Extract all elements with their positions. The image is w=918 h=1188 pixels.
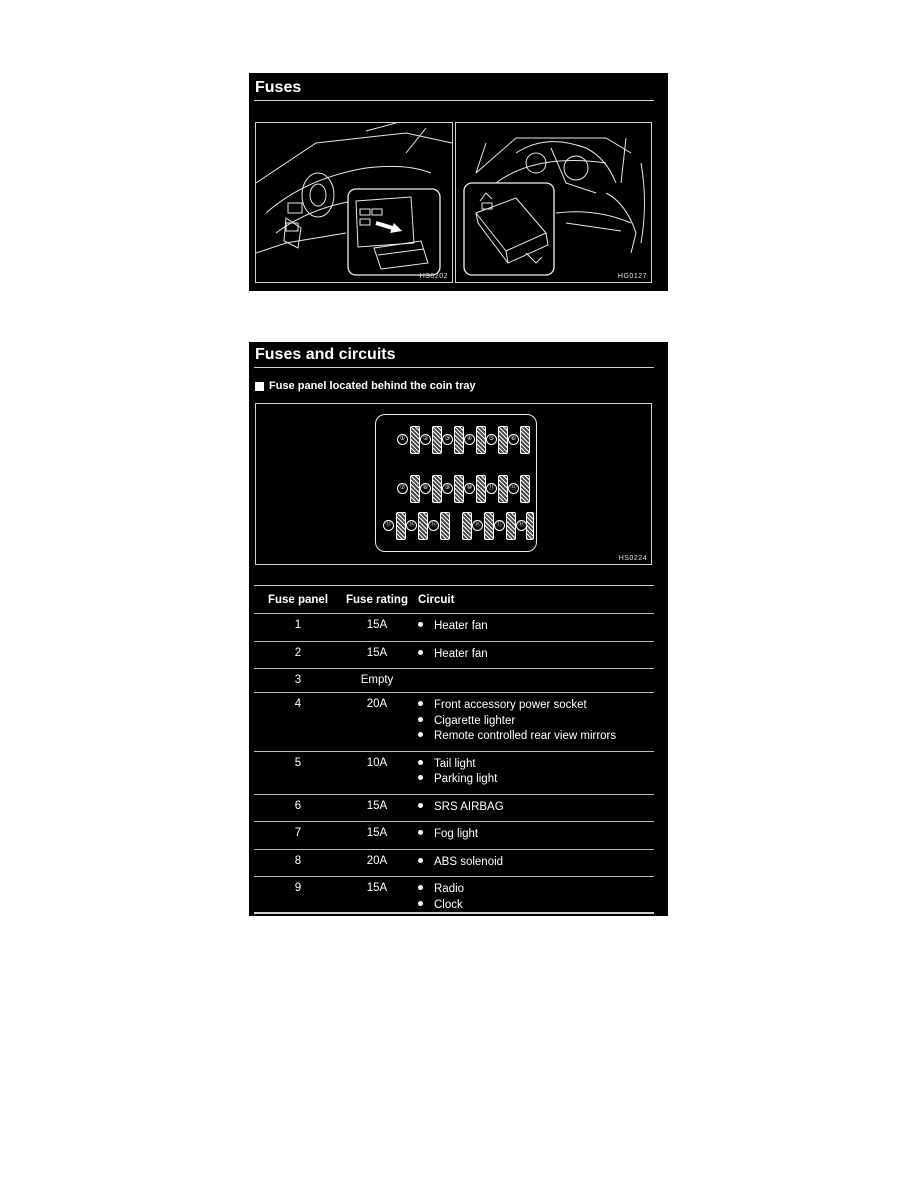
fuse-rating: Empty — [342, 669, 412, 693]
circuit-name: ABS solenoid — [434, 855, 504, 868]
table-row — [254, 822, 654, 850]
fuse-number: ② — [420, 434, 431, 445]
table-row — [254, 794, 654, 822]
fuse-number: ⑫ — [508, 483, 519, 494]
fuse-slot — [410, 426, 420, 454]
fuse-number: ⑰ — [494, 520, 505, 531]
header-fuse-rating: Fuse rating — [346, 593, 408, 606]
bullet-icon — [418, 622, 423, 627]
circuits-title-rule — [254, 367, 654, 368]
circuit-list — [412, 641, 654, 669]
circuit-item — [418, 619, 654, 635]
circuit-name: SRS AIRBAG — [434, 800, 504, 813]
fuse-number: ⑦ — [397, 483, 408, 494]
fuse-panel-number: 3 — [254, 669, 342, 693]
fuse-number: ⑥ — [508, 434, 519, 445]
fuse-number: ⑪ — [486, 483, 497, 494]
bullet-icon — [418, 803, 423, 808]
bullet-icon — [418, 885, 423, 890]
circuit-name: Tail light — [434, 757, 476, 770]
fuse-number: ⑱ — [516, 520, 527, 531]
bullet-icon — [418, 830, 423, 835]
table-row — [254, 849, 654, 877]
fuse-slot — [432, 426, 442, 454]
circuit-name: Heater fan — [434, 647, 488, 660]
fuse-rating: 15A — [342, 822, 412, 850]
bullet-icon — [418, 701, 423, 706]
fuse-panel-number: 2 — [254, 641, 342, 669]
circuit-list — [412, 794, 654, 822]
fuse-slot — [498, 475, 508, 503]
circuits-title: Fuses and circuits — [255, 346, 396, 363]
circuit-item — [418, 882, 654, 898]
circuit-name: Heater fan — [434, 620, 488, 632]
fuse-panel-number: 7 — [254, 822, 342, 850]
engine-bay-fuse-box-illustration-icon — [456, 123, 651, 282]
circuit-item — [418, 729, 654, 745]
fuse-number: ① — [397, 434, 408, 445]
dashboard-coin-tray-illustration-icon — [256, 123, 452, 282]
circuit-item — [418, 772, 654, 788]
bullet-icon — [418, 775, 423, 780]
dashboard-illustration-code: HS0202 — [419, 273, 448, 280]
circuit-name: Clock — [434, 898, 463, 911]
circuit-name: Fog light — [434, 828, 479, 840]
fuse-panel-subheading — [255, 380, 476, 392]
bullet-icon — [418, 732, 423, 737]
circuit-name: Radio — [434, 883, 465, 895]
fuse-rating: 15A — [342, 641, 412, 669]
bullet-icon — [418, 650, 423, 655]
circuit-list — [412, 669, 654, 693]
fuse-panel-number: 9 — [254, 877, 342, 920]
fuse-number: ⑤ — [486, 434, 497, 445]
header-fuse-panel: Fuse panel — [267, 593, 329, 606]
fuse-rating: 20A — [342, 849, 412, 877]
fuse-slot — [454, 475, 464, 503]
bullet-icon — [418, 858, 423, 863]
circuit-item — [418, 855, 654, 871]
fuse-number: ⑭ — [406, 520, 417, 531]
circuit-item — [418, 647, 654, 663]
bullet-icon — [418, 901, 423, 906]
fuse-panel-number: 1 — [254, 614, 342, 642]
fuse-panel-number: 5 — [254, 751, 342, 794]
fuse-number: ⑮ — [428, 520, 439, 531]
circuit-item — [418, 714, 654, 730]
fuse-slot — [526, 512, 534, 540]
fuse-panel-number: 8 — [254, 849, 342, 877]
fuse-number: ⑯ — [472, 520, 483, 531]
fuse-slot — [520, 475, 530, 503]
table-row — [254, 669, 654, 693]
bullet-icon — [418, 717, 423, 722]
circuit-list — [412, 849, 654, 877]
fuse-number: ⑨ — [442, 483, 453, 494]
fuse-rating: 15A — [342, 877, 412, 920]
fuse-rating: 15A — [342, 794, 412, 822]
fuse-panel-subheading-text: Fuse panel located behind the coin tray — [269, 380, 476, 392]
fuse-slot — [418, 512, 428, 540]
fuse-panel-number: 6 — [254, 794, 342, 822]
circuit-name: Remote controlled rear view mirrors — [434, 730, 617, 742]
fuse-slot — [440, 512, 450, 540]
fuse-slot — [410, 475, 420, 503]
engine-bay-illustration — [455, 122, 652, 283]
bullet-icon — [418, 760, 423, 765]
table-row — [254, 751, 654, 794]
table-row — [254, 641, 654, 669]
fuses-title: Fuses — [255, 79, 302, 96]
fuse-slot — [520, 426, 530, 454]
fuse-slot — [396, 512, 406, 540]
header-circuit: Circuit — [418, 593, 455, 606]
table-top-rule — [254, 585, 654, 586]
fuse-panel-diagram — [255, 403, 652, 565]
fuse-number: ④ — [464, 434, 475, 445]
circuit-list — [412, 751, 654, 794]
fuse-slot — [476, 426, 486, 454]
fuse-slot — [476, 475, 486, 503]
circuit-item — [418, 698, 654, 714]
circuit-name: Cigarette lighter — [434, 714, 516, 727]
table-bottom-rule — [254, 912, 654, 914]
fuses-and-circuits-panel — [249, 342, 668, 916]
fuse-slot — [484, 512, 494, 540]
dashboard-illustration — [255, 122, 453, 283]
table-header-row — [254, 587, 654, 614]
fuse-panel-number: 4 — [254, 693, 342, 752]
fuse-number: ⑬ — [383, 520, 394, 531]
fuse-slot — [506, 512, 516, 540]
square-bullet-icon — [255, 382, 264, 391]
engine-bay-illustration-code: HG0127 — [617, 273, 647, 280]
circuit-item — [418, 898, 654, 914]
circuit-name: Front accessory power socket — [434, 699, 587, 711]
fuse-slot — [454, 426, 464, 454]
circuit-list — [412, 822, 654, 850]
fuse-panel-diagram-code: HS0224 — [618, 555, 647, 562]
circuit-list — [412, 614, 654, 642]
fuse-number: ③ — [442, 434, 453, 445]
fuse-rating: 20A — [342, 693, 412, 752]
fuses-title-rule — [254, 100, 654, 101]
circuit-item — [418, 757, 654, 773]
fuse-slot — [498, 426, 508, 454]
circuit-name: Parking light — [434, 773, 498, 785]
fuse-number: ⑩ — [464, 483, 475, 494]
fuse-slot — [432, 475, 442, 503]
fuse-table — [254, 587, 654, 919]
fuse-rating: 15A — [342, 614, 412, 642]
circuit-item — [418, 800, 654, 816]
fuse-rating: 10A — [342, 751, 412, 794]
table-row — [254, 614, 654, 642]
fuse-number: ⑧ — [420, 483, 431, 494]
circuit-list — [412, 693, 654, 752]
fuses-panel — [249, 73, 668, 291]
fuse-slot — [462, 512, 472, 540]
table-row — [254, 693, 654, 752]
circuit-item — [418, 827, 654, 843]
